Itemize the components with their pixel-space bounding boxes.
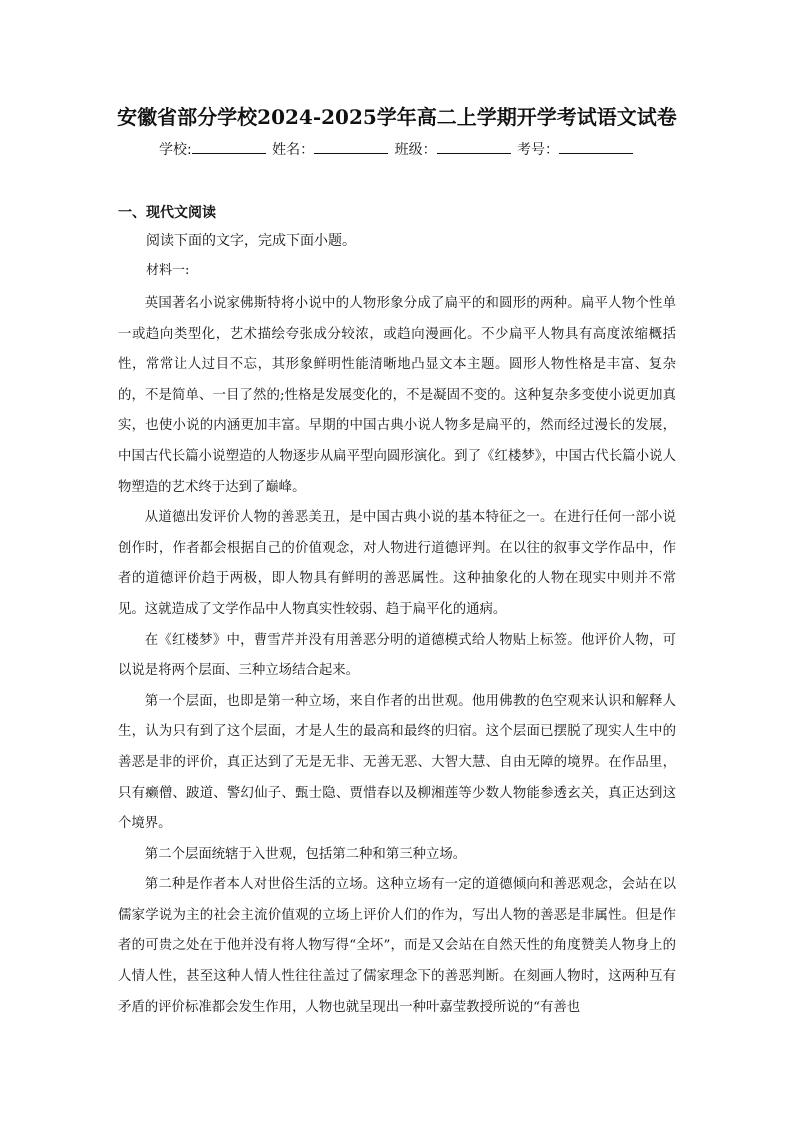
reading-passage [118, 289, 676, 1023]
reading-instruction: 阅读下面的文字，完成下面小题。 [146, 233, 356, 249]
class-blank[interactable] [437, 139, 511, 154]
class-label: 班级： [394, 142, 437, 158]
page-title: 安徽省部分学校2024-2025学年高二上学期开学考试语文试卷 [117, 105, 677, 129]
number-blank[interactable] [559, 139, 633, 154]
paragraph: 第二个层面统辖于入世观，包括第二种和第三种立场。 [144, 846, 467, 862]
paragraph: 第一个层面，也即是第一种立场，来自作者的出世观。他用佛教的色空观来认识和解释人生，认为只有到了这个层面，才是人生的最高和最终的归宿。这个层面已摆脱了现实人生中的善恶是非的评价，真正达到了无是无非、无善无恶、大智大慧、自由无障的境界。在作品里，只有癞僧、跛道、警幻仙子、甄士隐、贾惜春以及柳湘莲等少数人物能参透玄关，真正达到这个境界。 [118, 693, 676, 832]
paragraph: 英国著名小说家佛斯特将小说中的人物形象分成了扁平的和圆形的两种。扁平人物个性单一或趋向类型化，艺术描绘夸张成分较浓，或趋向漫画化。不少扁平人物具有高度浓缩概括性，常常让人过目不忘，其形象鲜明性能清晰地凸显文本主题。圆形人物性格是丰富、复杂的，不是简单、一目了然的;性格是发展变化的，不是凝固不变的。这种复杂多变使小说更加真实，也使小说的内涵更加丰富。早期的中国古典小说人物多是扁平的，然而经过漫长的发展，中国古代长篇小说塑造的人物逐步从扁平型向圆形演化。到了《红楼梦》，中国古代长篇小说人物塑造的艺术终于达到了巅峰。 [118, 296, 676, 495]
student-info-row [0, 139, 794, 160]
paragraph: 第二种是作者本人对世俗生活的立场。这种立场有一定的道德倾向和善恶观念，会站在以儒家学说为主的社会主流价值观的立场上评价人们的作为，写出人物的善恶是非属性。但是作者的可贵之处在于他并没有将人物写得“全坏”，而是又会站在自然天性的角度赞美人物身上的人情人性，甚至这种人情人性往往盖过了儒家理念下的善恶判断。在刻画人物时，这两种互有矛盾的评价标准都会发生作用，人物也就呈现出一种叶嘉莹教授所说的“有善也 [118, 877, 676, 1015]
name-blank[interactable] [314, 139, 388, 154]
paragraph: 从道德出发评价人物的善恶美丑，是中国古典小说的基本特征之一。在进行任何一部小说创作时，作者都会根据自己的价值观念，对人物进行道德评判。在以往的叙事文学作品中，作者的道德评价趋于两极，即人物具有鲜明的善恶属性。这种抽象化的人物在现实中则并不常见。这就造成了文学作品中人物真实性较弱、趋于扁平化的通病。 [118, 510, 676, 617]
material-label: 材料一: [146, 263, 190, 278]
number-label: 考号： [517, 142, 560, 158]
paragraph: 在《红楼梦》中，曹雪芹并没有用善恶分明的道德模式给人物贴上标签。他评价人物，可以说是将两个层面、三种立场结合起来。 [118, 632, 676, 679]
name-label: 姓名： [272, 142, 315, 158]
school-blank[interactable] [192, 139, 266, 154]
section-heading: 一、现代文阅读 [118, 205, 216, 221]
school-label: 学校: [158, 142, 192, 158]
